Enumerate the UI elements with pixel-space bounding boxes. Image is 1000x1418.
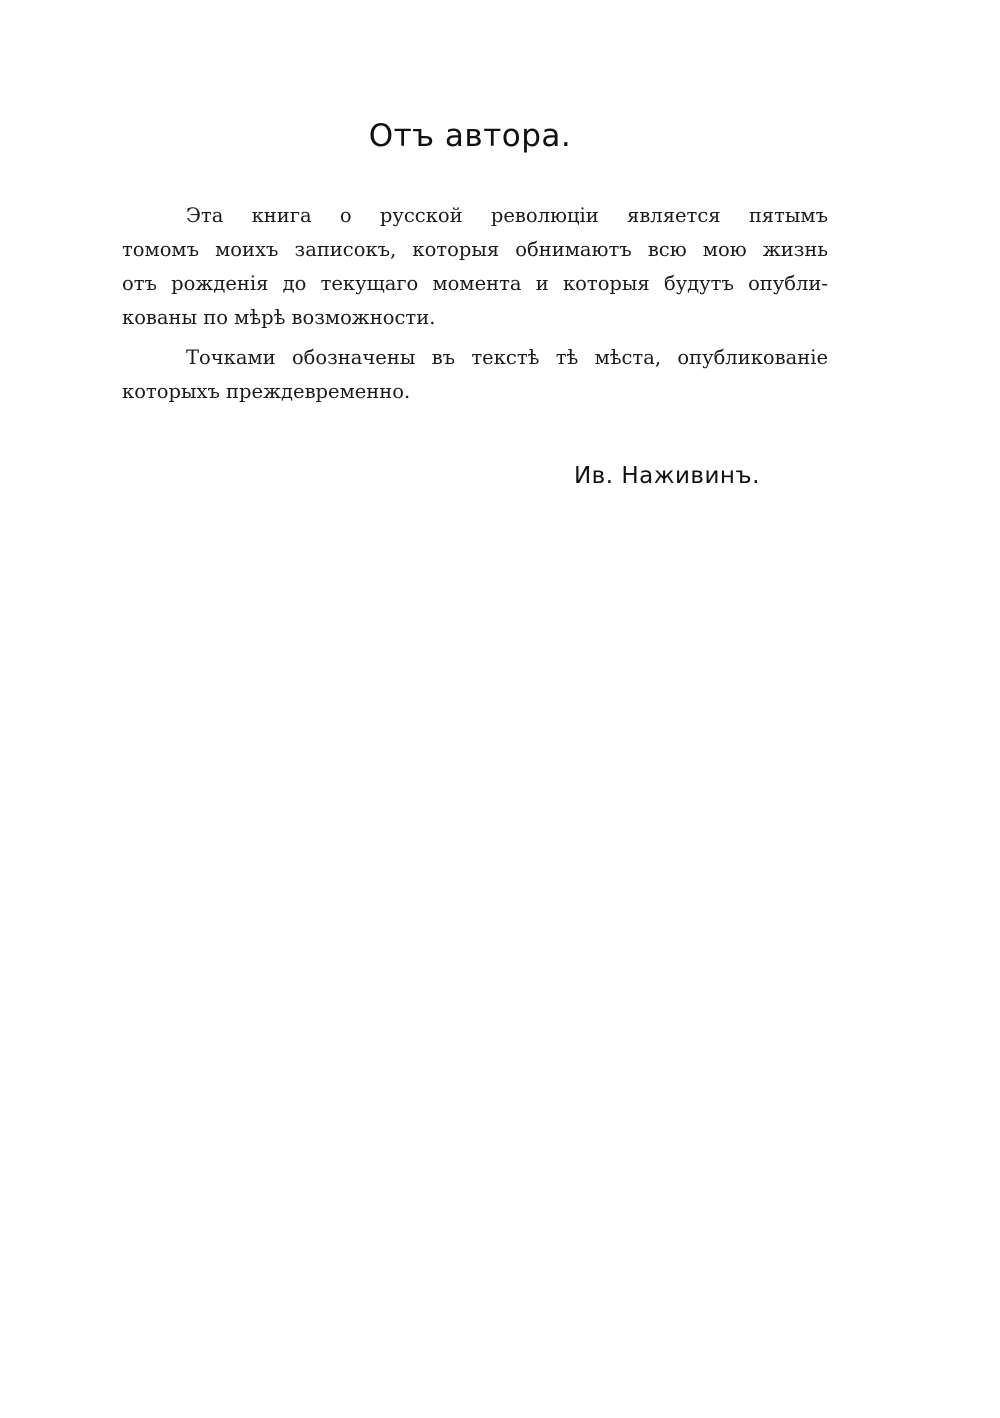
- page-title: Отъ автора.: [368, 118, 572, 154]
- paragraph-2-line-2: которыхъ преждевременно.: [122, 380, 411, 403]
- paragraph-1-line-4: кованы по мѣрѣ возможности.: [122, 306, 436, 329]
- paragraph-1-line-3: отъ рожденія до текущаго момента и которыя будутъ опубли-: [122, 272, 828, 295]
- paragraph-2-line-1: Точками обозначены въ текстѣ тѣ мѣста, опубликованіе: [186, 346, 828, 369]
- paragraph-1-line-2: томомъ моихъ записокъ, которыя обнимаютъ всю мою жизнь: [122, 238, 828, 261]
- author-signature: Ив. Наживинъ.: [573, 463, 760, 489]
- paragraph-1-line-1: Эта книга о русской революціи является пятымъ: [186, 204, 828, 227]
